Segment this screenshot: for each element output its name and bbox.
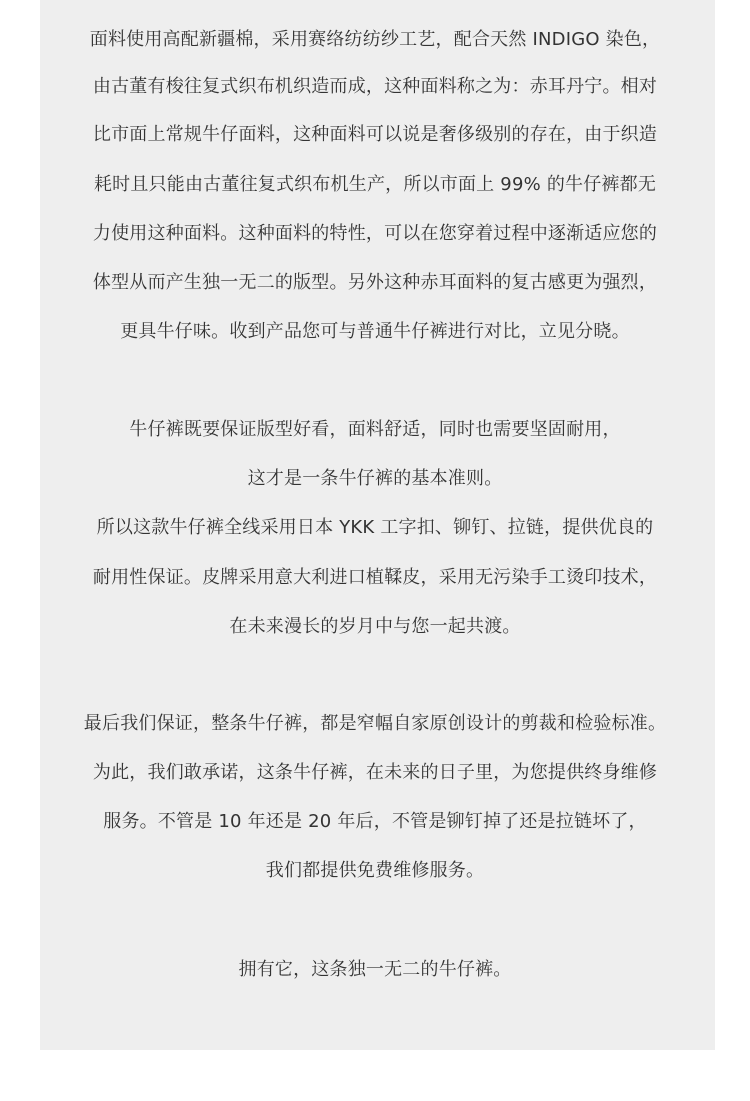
text-line: 所以这款牛仔裤全线采用日本 YKK 工字扣、铆钉、拉链，提供优良的 [96, 517, 654, 538]
text-line: 体型从而产生独一无二的版型。另外这种赤耳面料的复古感更为强烈， [92, 272, 658, 293]
text-line: 我们都提供免费维修服务。 [265, 860, 485, 881]
text-line: 拥有它，这条独一无二的牛仔裤。 [238, 959, 512, 980]
text-line: 牛仔裤既要保证版型好看，面料舒适，同时也需要坚固耐用， [129, 419, 621, 440]
text-line: 更具牛仔味。收到产品您可与普通牛仔裤进行对比，立见分晓。 [120, 321, 630, 342]
text-line: 由古董有梭往复式织布机织造而成，这种面料称之为：赤耳丹宁。相对 [92, 76, 658, 97]
text-line: 在未来漫长的岁月中与您一起共渡。 [229, 616, 521, 637]
text-line: 耗时且只能由古董往复式织布机生产，所以市面上 99% 的牛仔裤都无 [93, 174, 657, 195]
text-line: 最后我们保证，整条牛仔裤，都是窄幅自家原创设计的剪裁和检验标准。 [83, 713, 667, 734]
text-line: 力使用这种面料。这种面料的特性，可以在您穿着过程中逐渐适应您的 [92, 223, 658, 244]
text-line: 服务。不管是 10 年还是 20 年后，不管是铆钉掉了还是拉链坏了， [103, 811, 647, 832]
text-line: 比市面上常规牛仔面料，这种面料可以说是奢侈级别的存在，由于织造 [92, 124, 658, 145]
text-line: 耐用性保证。皮牌采用意大利进口植鞣皮，采用无污染手工烫印技术， [92, 567, 658, 588]
text-line: 面料使用高配新疆棉，采用赛络纺纺纱工艺，配合天然 INDIGO 染色， [89, 29, 661, 50]
text-line: 为此，我们敢承诺，这条牛仔裤，在未来的日子里，为您提供终身维修 [92, 762, 658, 783]
text-line: 这才是一条牛仔裤的基本准则。 [247, 468, 503, 489]
